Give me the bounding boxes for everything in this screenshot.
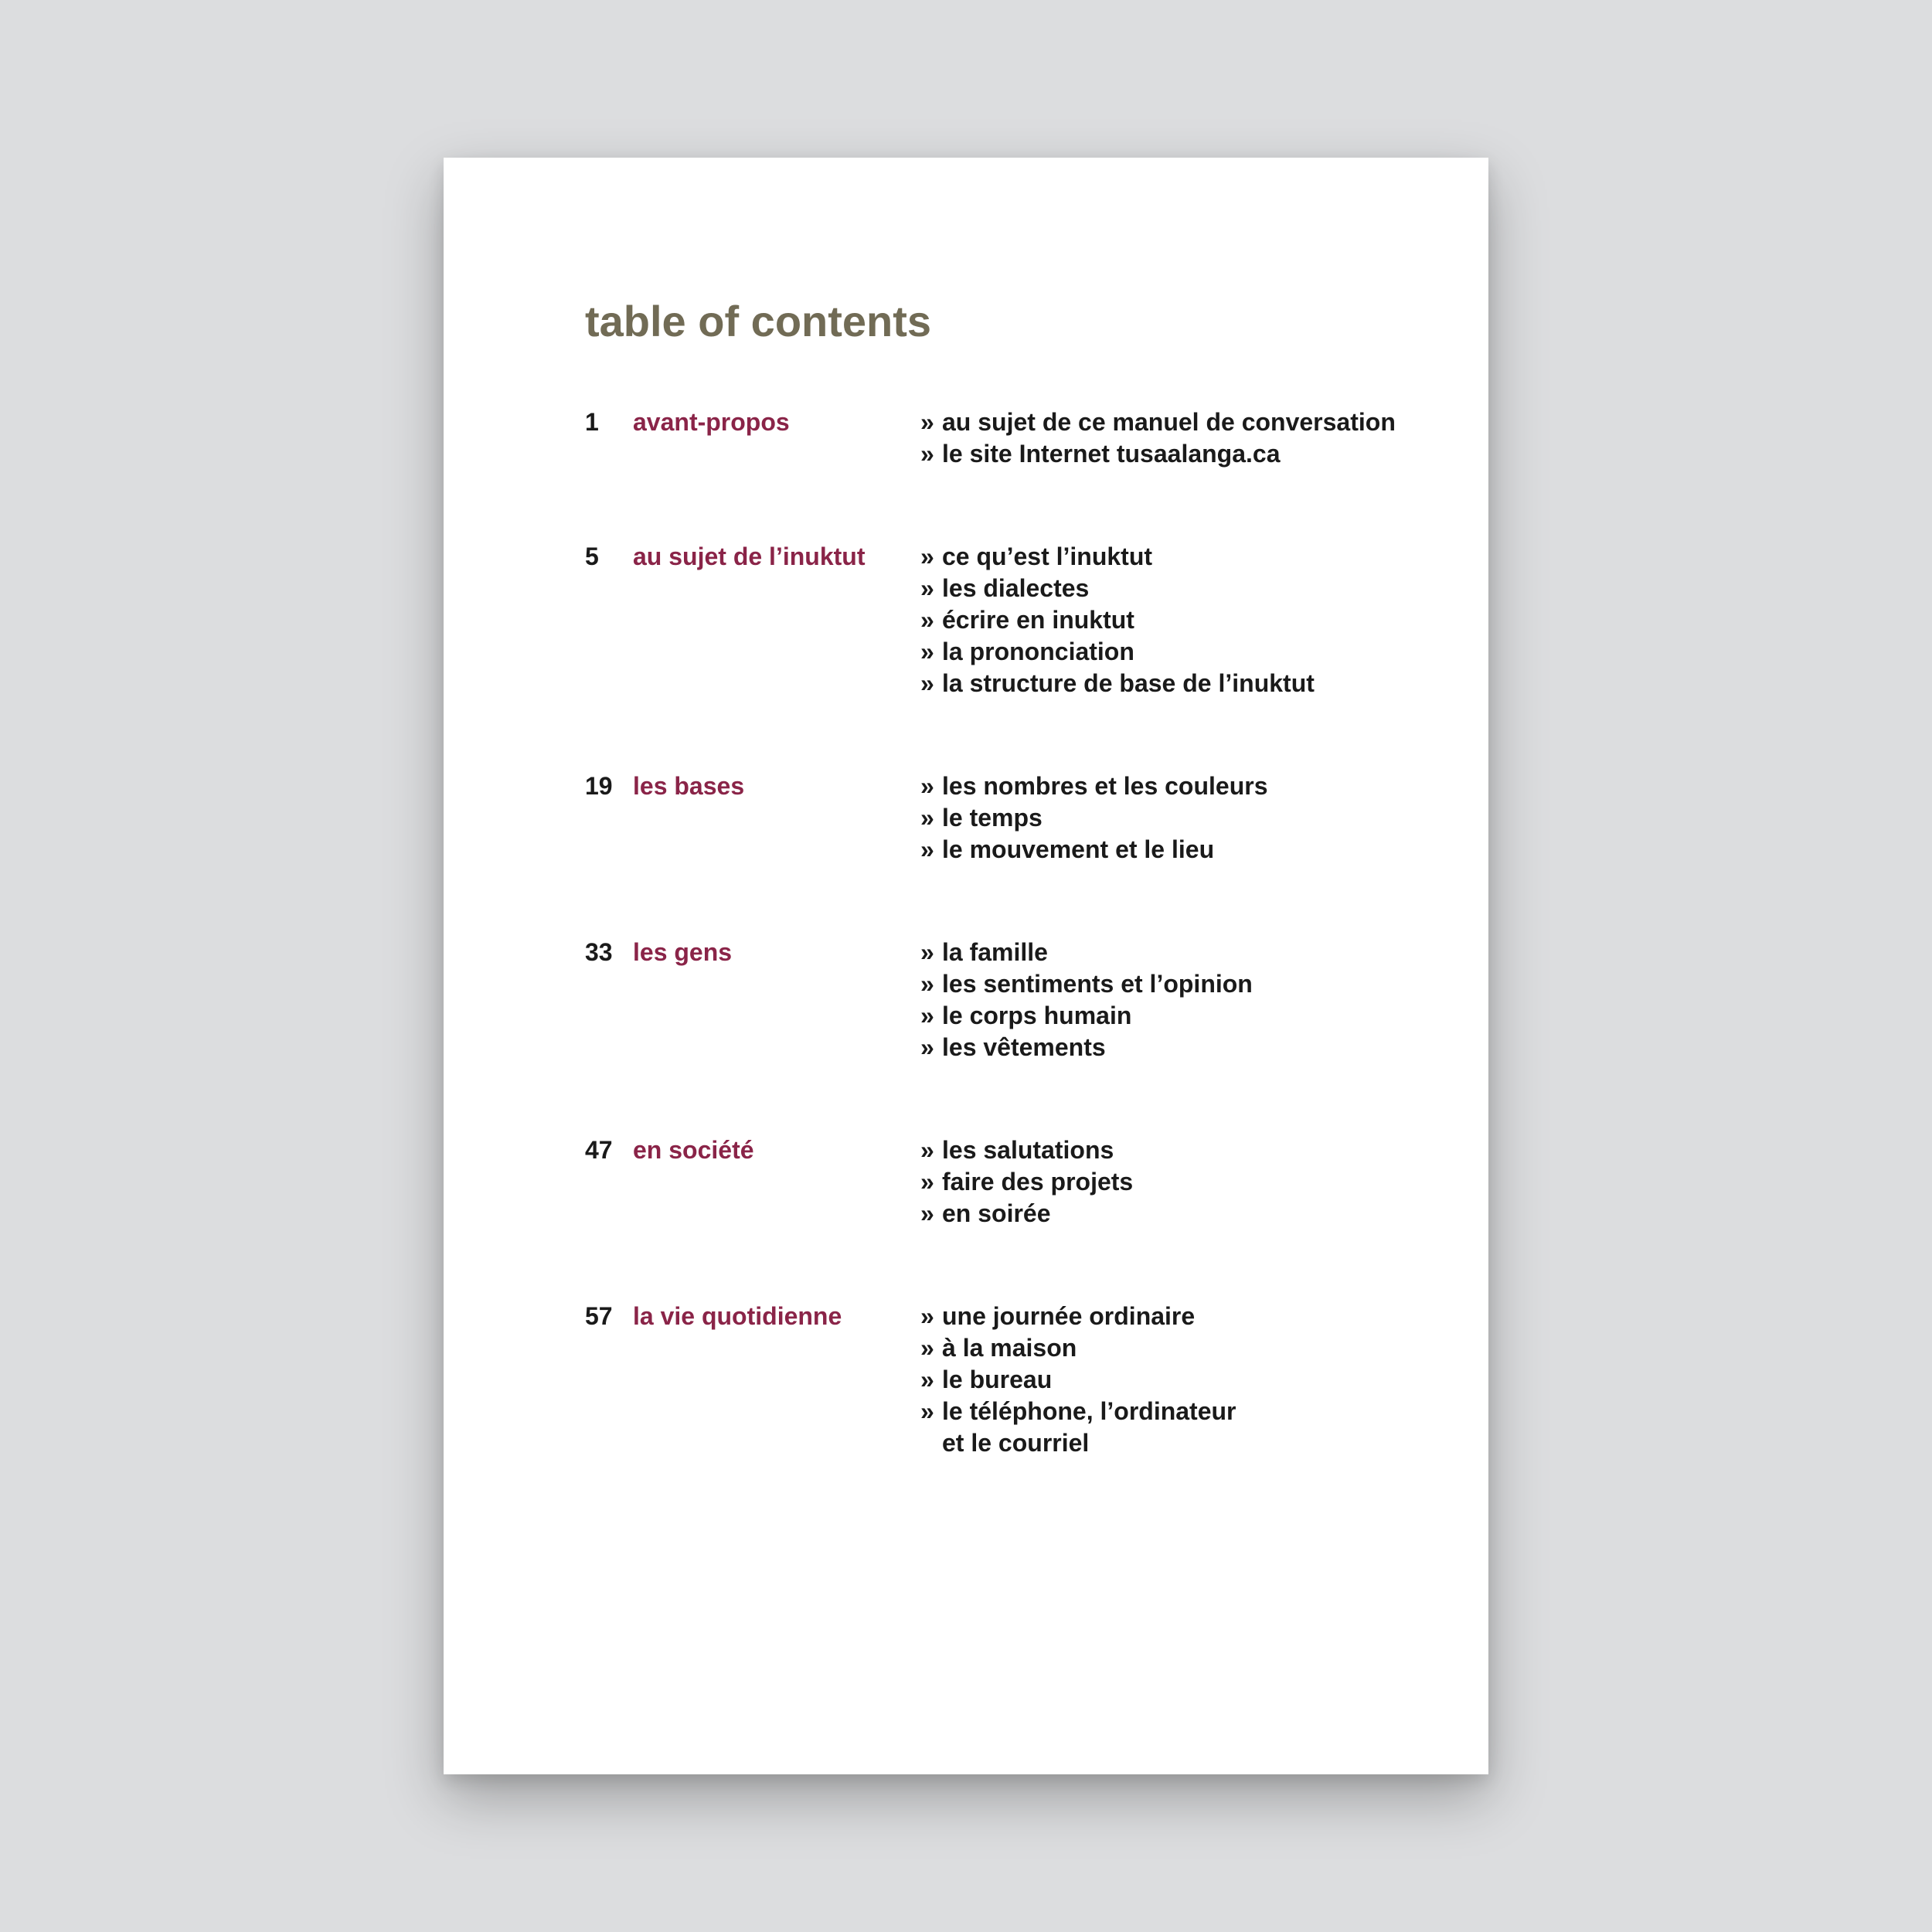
section-page-number: 1 xyxy=(585,408,599,436)
topic-text: au sujet de ce manuel de conversation xyxy=(942,408,1396,436)
toc-section xyxy=(585,541,1435,699)
bullet-icon: » xyxy=(920,606,934,634)
bullet-icon: » xyxy=(920,408,934,436)
topic-text: les vêtements xyxy=(942,1033,1106,1061)
topic-text: en soirée xyxy=(942,1199,1051,1227)
topic-list xyxy=(920,1301,1435,1459)
topic-item xyxy=(920,1301,1435,1332)
bullet-icon: » xyxy=(920,835,934,863)
topic-text: les nombres et les couleurs xyxy=(942,772,1268,800)
bullet-icon: » xyxy=(920,804,934,832)
toc-section xyxy=(585,1301,1435,1459)
bullet-icon: » xyxy=(920,1302,934,1330)
topic-item xyxy=(920,1198,1435,1230)
topic-text: la structure de base de l’inuktut xyxy=(942,669,1315,697)
topic-item xyxy=(920,1166,1435,1198)
topic-item xyxy=(920,668,1435,699)
bullet-icon: » xyxy=(920,1334,934,1362)
topic-text: le site Internet tusaalanga.ca xyxy=(942,440,1281,468)
toc-section xyxy=(585,770,1435,866)
topic-text: une journée ordinaire xyxy=(942,1302,1196,1330)
toc-section xyxy=(585,1134,1435,1230)
topic-list xyxy=(920,541,1435,699)
topic-text: à la maison xyxy=(942,1334,1077,1362)
topic-item xyxy=(920,1134,1435,1166)
topic-text: le téléphone, l’ordinateur et le courriel xyxy=(942,1397,1236,1457)
topic-item xyxy=(920,636,1435,668)
bullet-icon: » xyxy=(920,1366,934,1393)
section-page-number: 47 xyxy=(585,1136,613,1164)
topic-text: faire des projets xyxy=(942,1168,1134,1196)
topic-text: ce qu’est l’inuktut xyxy=(942,543,1153,570)
topic-item xyxy=(920,834,1435,866)
section-title: avant-propos xyxy=(633,408,790,436)
bullet-icon: » xyxy=(920,574,934,602)
topic-item xyxy=(920,968,1435,1000)
topic-item xyxy=(920,1000,1435,1032)
section-title: les bases xyxy=(633,772,745,800)
bullet-icon: » xyxy=(920,440,934,468)
section-page-number: 33 xyxy=(585,938,613,966)
topic-text: la prononciation xyxy=(942,638,1134,665)
section-page-number: 57 xyxy=(585,1302,613,1330)
topic-text: les dialectes xyxy=(942,574,1090,602)
bullet-icon: » xyxy=(920,669,934,697)
topic-text: le temps xyxy=(942,804,1043,832)
topic-item xyxy=(920,770,1435,802)
bullet-icon: » xyxy=(920,543,934,570)
bullet-icon: » xyxy=(920,1168,934,1196)
bullet-icon: » xyxy=(920,772,934,800)
toc-list xyxy=(585,406,1435,1459)
topic-item xyxy=(920,406,1435,438)
bullet-icon: » xyxy=(920,970,934,998)
topic-item xyxy=(920,802,1435,834)
section-page-number: 5 xyxy=(585,543,599,570)
topic-list xyxy=(920,770,1435,866)
topic-item xyxy=(920,1396,1435,1459)
topic-text: le corps humain xyxy=(942,1002,1132,1029)
topic-item xyxy=(920,937,1435,968)
topic-text: le bureau xyxy=(942,1366,1053,1393)
topic-text: écrire en inuktut xyxy=(942,606,1134,634)
bullet-icon: » xyxy=(920,1002,934,1029)
topic-item xyxy=(920,1332,1435,1364)
section-title: la vie quotidienne xyxy=(633,1302,842,1330)
section-title: au sujet de l’inuktut xyxy=(633,543,866,570)
topic-text: la famille xyxy=(942,938,1048,966)
bullet-icon: » xyxy=(920,1397,934,1425)
topic-text: les salutations xyxy=(942,1136,1114,1164)
topic-text: le mouvement et le lieu xyxy=(942,835,1215,863)
bullet-icon: » xyxy=(920,1199,934,1227)
section-title: en société xyxy=(633,1136,754,1164)
topic-list xyxy=(920,1134,1435,1230)
toc-section xyxy=(585,937,1435,1063)
topic-item xyxy=(920,541,1435,573)
topic-item xyxy=(920,1032,1435,1063)
topic-list xyxy=(920,406,1435,470)
topic-item xyxy=(920,1364,1435,1396)
topic-item xyxy=(920,604,1435,636)
topic-item xyxy=(920,438,1435,470)
bullet-icon: » xyxy=(920,938,934,966)
section-page-number: 19 xyxy=(585,772,613,800)
topic-list xyxy=(920,937,1435,1063)
topic-item xyxy=(920,573,1435,604)
bullet-icon: » xyxy=(920,1136,934,1164)
bullet-icon: » xyxy=(920,638,934,665)
document-page xyxy=(444,158,1488,1774)
section-title: les gens xyxy=(633,938,733,966)
page-title: table of contents xyxy=(585,297,932,345)
toc-section xyxy=(585,406,1435,470)
topic-text: les sentiments et l’opinion xyxy=(942,970,1253,998)
bullet-icon: » xyxy=(920,1033,934,1061)
